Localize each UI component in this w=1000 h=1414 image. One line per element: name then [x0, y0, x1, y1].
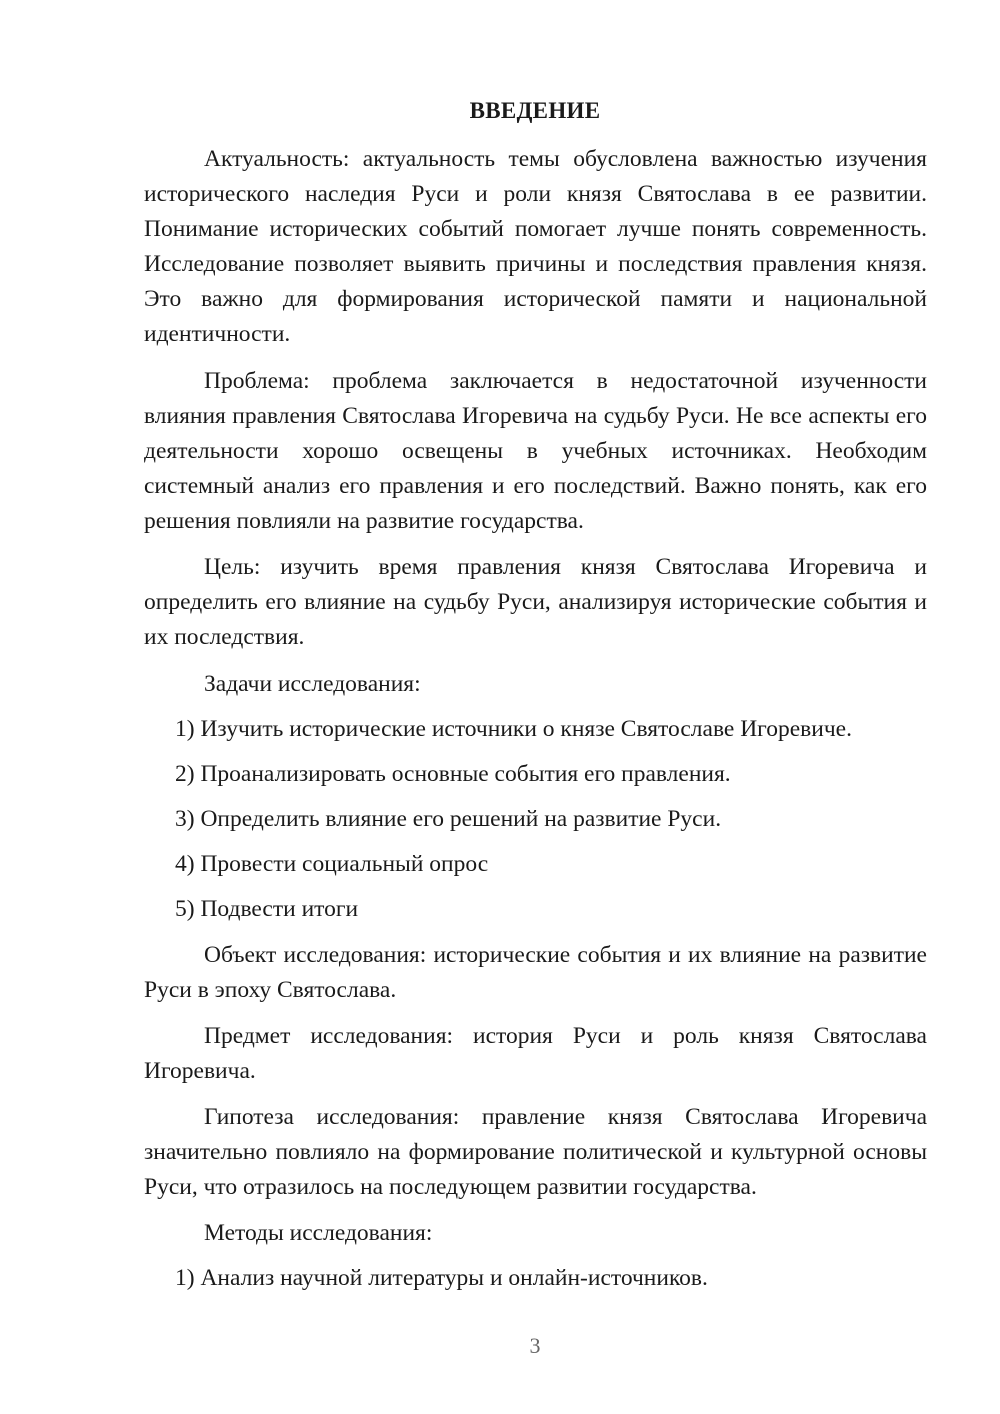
task-item: 4) Провести социальный опрос — [175, 851, 489, 877]
problem-paragraph: Проблема: проблема заключается в недостаточной изученности влияния правления Святослава Игоревича на судьбу Руси. Не все аспекты его деятельности хорошо освещены в учебных источниках. Необходим системный анализ его правления и его последствий. Важно понять, как его решения повлияли на развитие государства. — [144, 368, 927, 534]
methods-heading: Методы исследования: — [204, 1220, 433, 1246]
page-number: 3 — [529, 1333, 541, 1358]
section-heading: ВВЕДЕНИЕ — [469, 98, 601, 123]
tasks-heading: Задачи исследования: — [204, 671, 421, 697]
hypothesis-paragraph: Гипотеза исследования: правление князя Святослава Игоревича значительно повлияло на формирование политической и культурной основы Руси, что отразилось на последующем развитии государства. — [144, 1104, 927, 1200]
relevance-paragraph: Актуальность: актуальность темы обусловлена важностью изучения исторического наследия Руси и роли князя Святослава в ее развитии. Понимание исторических событий помогает лучше понять современность. Исследование позволяет выявить причины и последствия правления князя. Это важно для формирования исторической памяти и национальной идентичности. — [144, 146, 927, 347]
object-paragraph: Объект исследования: исторические события и их влияние на развитие Руси в эпоху Святослава. — [144, 942, 927, 1003]
task-item: 1) Изучить исторические источники о князе Святославе Игоревиче. — [175, 716, 852, 742]
method-item: 1) Анализ научной литературы и онлайн-источников. — [175, 1265, 708, 1291]
subject-paragraph: Предмет исследования: история Руси и роль князя Святослава Игоревича. — [144, 1023, 927, 1084]
goal-paragraph: Цель: изучить время правления князя Святослава Игоревича и определить его влияние на судьбу Руси, анализируя исторические события и их последствия. — [144, 554, 927, 650]
task-item: 2) Проанализировать основные события его правления. — [175, 761, 731, 787]
task-item: 3) Определить влияние его решений на развитие Руси. — [175, 806, 722, 832]
task-item: 5) Подвести итоги — [175, 896, 359, 922]
